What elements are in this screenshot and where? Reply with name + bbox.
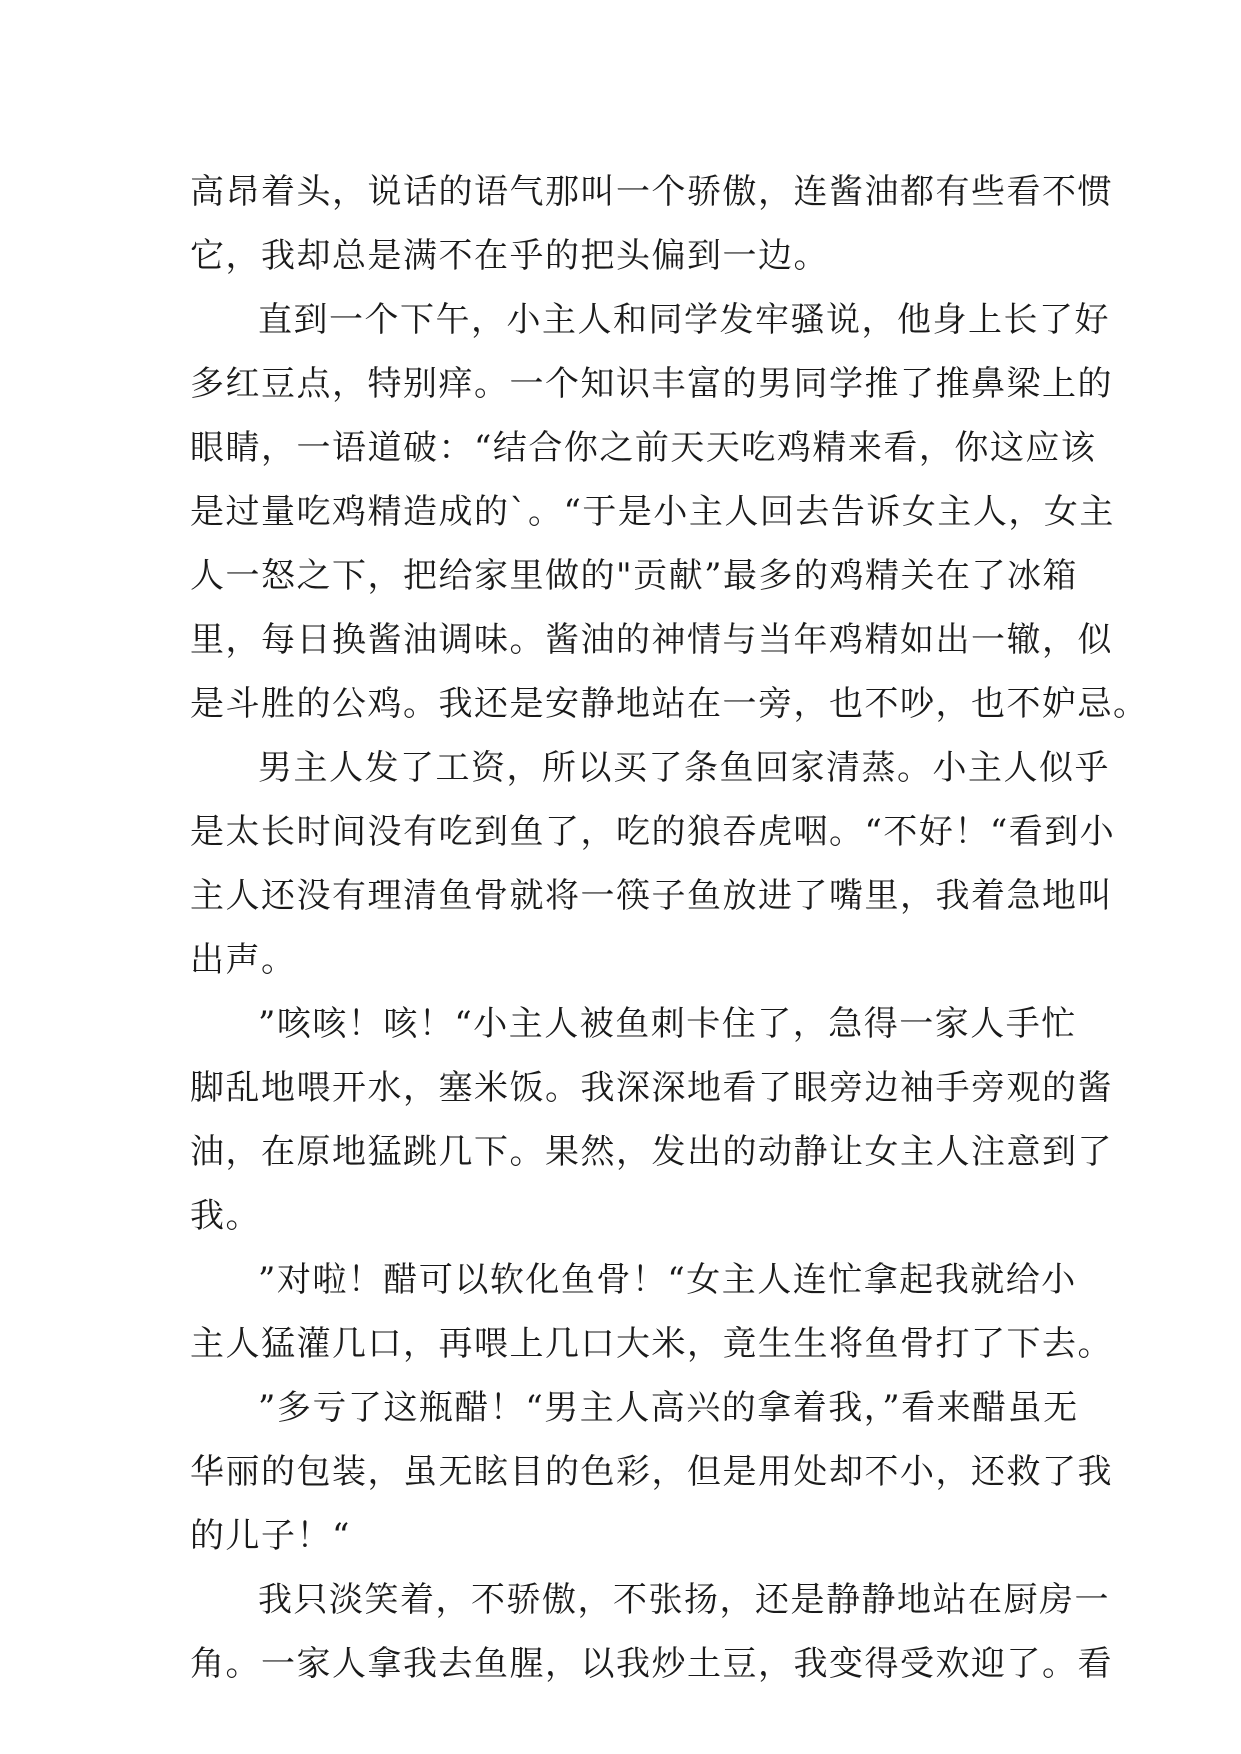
text-line: 里，每日换酱油调味。酱油的神情与当年鸡精如出一辙，似 [190,620,1113,660]
text-line: 主人猛灌几口，再喂上几口大米，竟生生将鱼骨打了下去。 [190,1324,1113,1364]
document-body [190,160,1149,1696]
text-line: 华丽的包装，虽无眩目的色彩，但是用处却不小，还救了我 [190,1452,1113,1492]
text-line-paragraph-start: ”多亏了这瓶醋！“男主人高兴的拿着我，”看来醋虽无 [258,1388,1079,1428]
text-line: 的儿子！“ [190,1516,351,1556]
text-line: 高昂着头，说话的语气那叫一个骄傲，连酱油都有些看不惯 [190,172,1113,212]
text-line: 主人还没有理清鱼骨就将一筷子鱼放进了嘴里，我着急地叫 [190,876,1113,916]
text-line: 多红豆点，特别痒。一个知识丰富的男同学推了推鼻梁上的 [190,364,1113,404]
text-line: 眼睛，一语道破：“结合你之前天天吃鸡精来看，你这应该 [190,428,1097,468]
text-line: 出声。 [190,940,297,980]
text-line-paragraph-start: ”对啦！醋可以软化鱼骨！“女主人连忙拿起我就给小 [258,1260,1077,1300]
text-line: 我。 [190,1196,261,1236]
text-line-paragraph-start: 直到一个下午，小主人和同学发牢骚说，他身上长了好 [258,300,1110,340]
text-line-paragraph-start: 我只淡笑着，不骄傲，不张扬，还是静静地站在厨房一 [258,1580,1110,1620]
text-line: 是斗胜的公鸡。我还是安静地站在一旁，也不吵，也不妒忌。 [190,684,1149,724]
text-line: 人一怒之下，把给家里做的"贡献”最多的鸡精关在了冰箱 [190,556,1079,596]
text-line: 油，在原地猛跳几下。果然，发出的动静让女主人注意到了 [190,1132,1113,1172]
text-line-paragraph-start: 男主人发了工资，所以买了条鱼回家清蒸。小主人似乎 [258,748,1110,788]
text-line-paragraph-start: ”咳咳！咳！“小主人被鱼刺卡住了，急得一家人手忙 [258,1004,1077,1044]
text-line: 角。一家人拿我去鱼腥，以我炒土豆，我变得受欢迎了。看 [190,1644,1113,1684]
text-line: 脚乱地喂开水，塞米饭。我深深地看了眼旁边袖手旁观的酱 [190,1068,1113,1108]
text-line: 是过量吃鸡精造成的`。“于是小主人回去告诉女主人，女主 [190,492,1115,532]
text-line: 是太长时间没有吃到鱼了，吃的狼吞虎咽。“不好！“看到小 [190,812,1116,852]
text-line: 它，我却总是满不在乎的把头偏到一边。 [190,236,829,276]
